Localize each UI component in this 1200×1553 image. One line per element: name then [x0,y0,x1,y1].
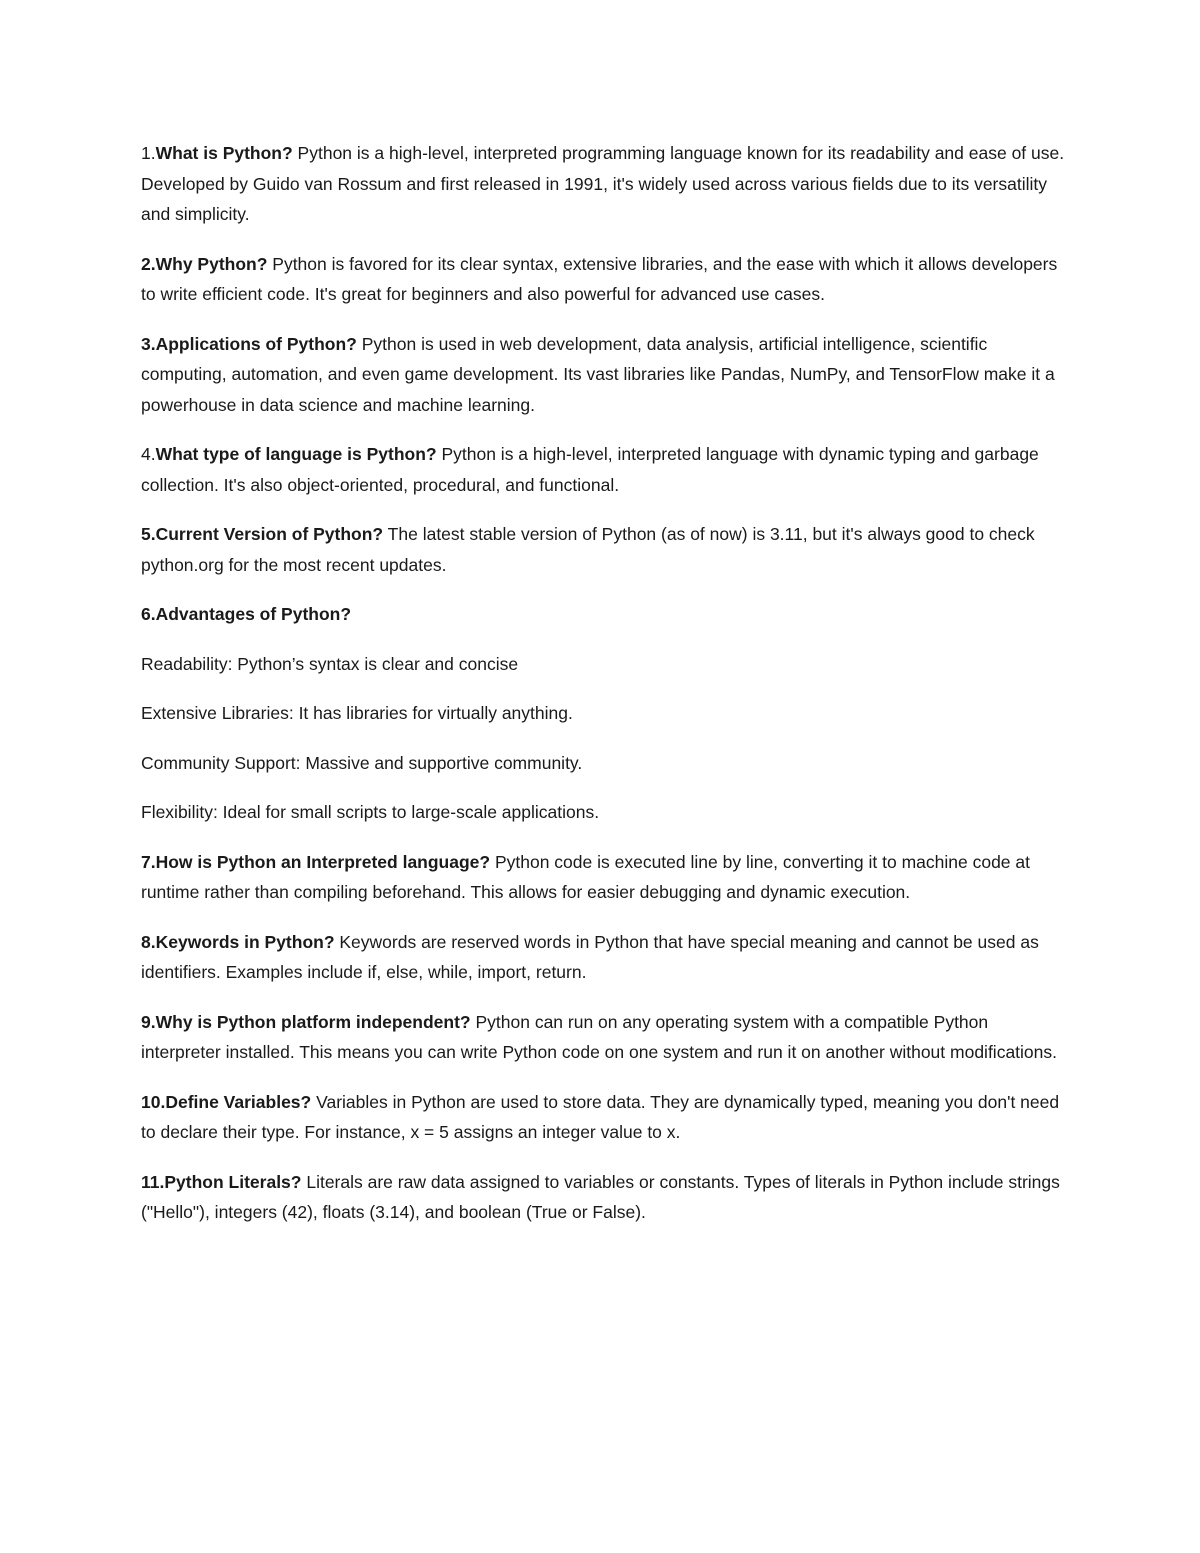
question-title: Advantages of Python? [155,604,352,624]
question-number: 11. [141,1171,165,1192]
question-title: Applications of Python? [155,333,357,354]
question-title: Why Python? [155,253,268,274]
question-answer: Python can run on any operating system with a compatible Python interpreter installed. This means you can write Python code on one system and run it on another without modifications. [141,1011,1058,1062]
question-number: 2. [141,253,156,274]
question-answer: Python is a high-level, interpreted language with dynamic typing and garbage collection. It's also object-oriented, procedural, and functional. [141,444,1039,495]
question-number: 10. [141,1091,166,1112]
question-answer: Keywords are reserved words in Python that have special meaning and cannot be used as identifiers. Examples include if, else, while, import, return. [141,931,1039,982]
question-9 [141,1007,1071,1068]
question-number: 7. [141,851,156,872]
question-answer: The latest stable version of Python (as of now) is 3.11, but it's always good to check python.org for the most recent updates. [141,524,1035,575]
question-1 [141,138,1071,230]
question-number: 6. [141,604,156,624]
advantage-item-community: Community Support: Massive and supportive community. [141,752,583,773]
question-title: What is Python? [155,143,293,163]
question-title: Define Variables? [165,1091,312,1112]
question-answer: Python is favored for its clear syntax, extensive libraries, and the ease with which it allows developers to write efficient code. It's great for beginners and also powerful for advanced use cases. [141,253,1058,304]
question-answer: Python is used in web development, data analysis, artificial intelligence, scientific computing, automation, and even game development. Its vast libraries like Pandas, NumPy, and TensorFlow make it a powerhouse in data science and machine learning. [141,333,1055,415]
question-number: 1. [141,143,156,163]
question-8 [141,927,1071,988]
question-answer: Python code is executed line by line, converting it to machine code at runtime rather than compiling beforehand. This allows for easier debugging and dynamic execution. [141,851,1030,902]
question-7 [141,847,1071,908]
question-answer: Variables in Python are used to store data. They are dynamically typed, meaning you don't need to declare their type. For instance, x = 5 assigns an integer value to x. [141,1091,1060,1142]
question-title: Python Literals? [164,1171,302,1192]
question-answer: Literals are raw data assigned to variables or constants. Types of literals in Python include strings ("Hello"), integers (42), floats (3.14), and boolean (True or False). [141,1171,1060,1222]
question-11 [141,1167,1071,1228]
question-title: Keywords in Python? [155,931,335,952]
question-number: 4. [141,444,156,464]
question-answer: Python is a high-level, interpreted programming language known for its readability and ease of use. Developed by Guido van Rossum and first released in 1991, it's widely used across various fields due to its versatility and simplicity. [141,143,1065,224]
question-number: 5. [141,524,156,544]
advantage-item-flexibility: Flexibility: Ideal for small scripts to large-scale applications. [141,802,600,822]
question-title: How is Python an Interpreted language? [155,851,491,872]
question-title: What type of language is Python? [155,444,437,464]
question-number: 8. [141,931,156,952]
advantage-item-libraries: Extensive Libraries: It has libraries for virtually anything. [141,703,573,723]
advantage-item-readability: Readability: Python’s syntax is clear and concise [141,653,519,674]
question-6 [141,599,1071,630]
question-2 [141,249,1071,310]
question-10 [141,1087,1071,1148]
question-title: Why is Python platform independent? [155,1011,471,1032]
question-5 [141,519,1071,580]
question-3 [141,329,1071,421]
question-title: Current Version of Python? [155,524,384,544]
question-number: 9. [141,1011,156,1032]
question-number: 3. [141,333,156,354]
question-4 [141,439,1071,500]
document-page [141,138,1071,1247]
